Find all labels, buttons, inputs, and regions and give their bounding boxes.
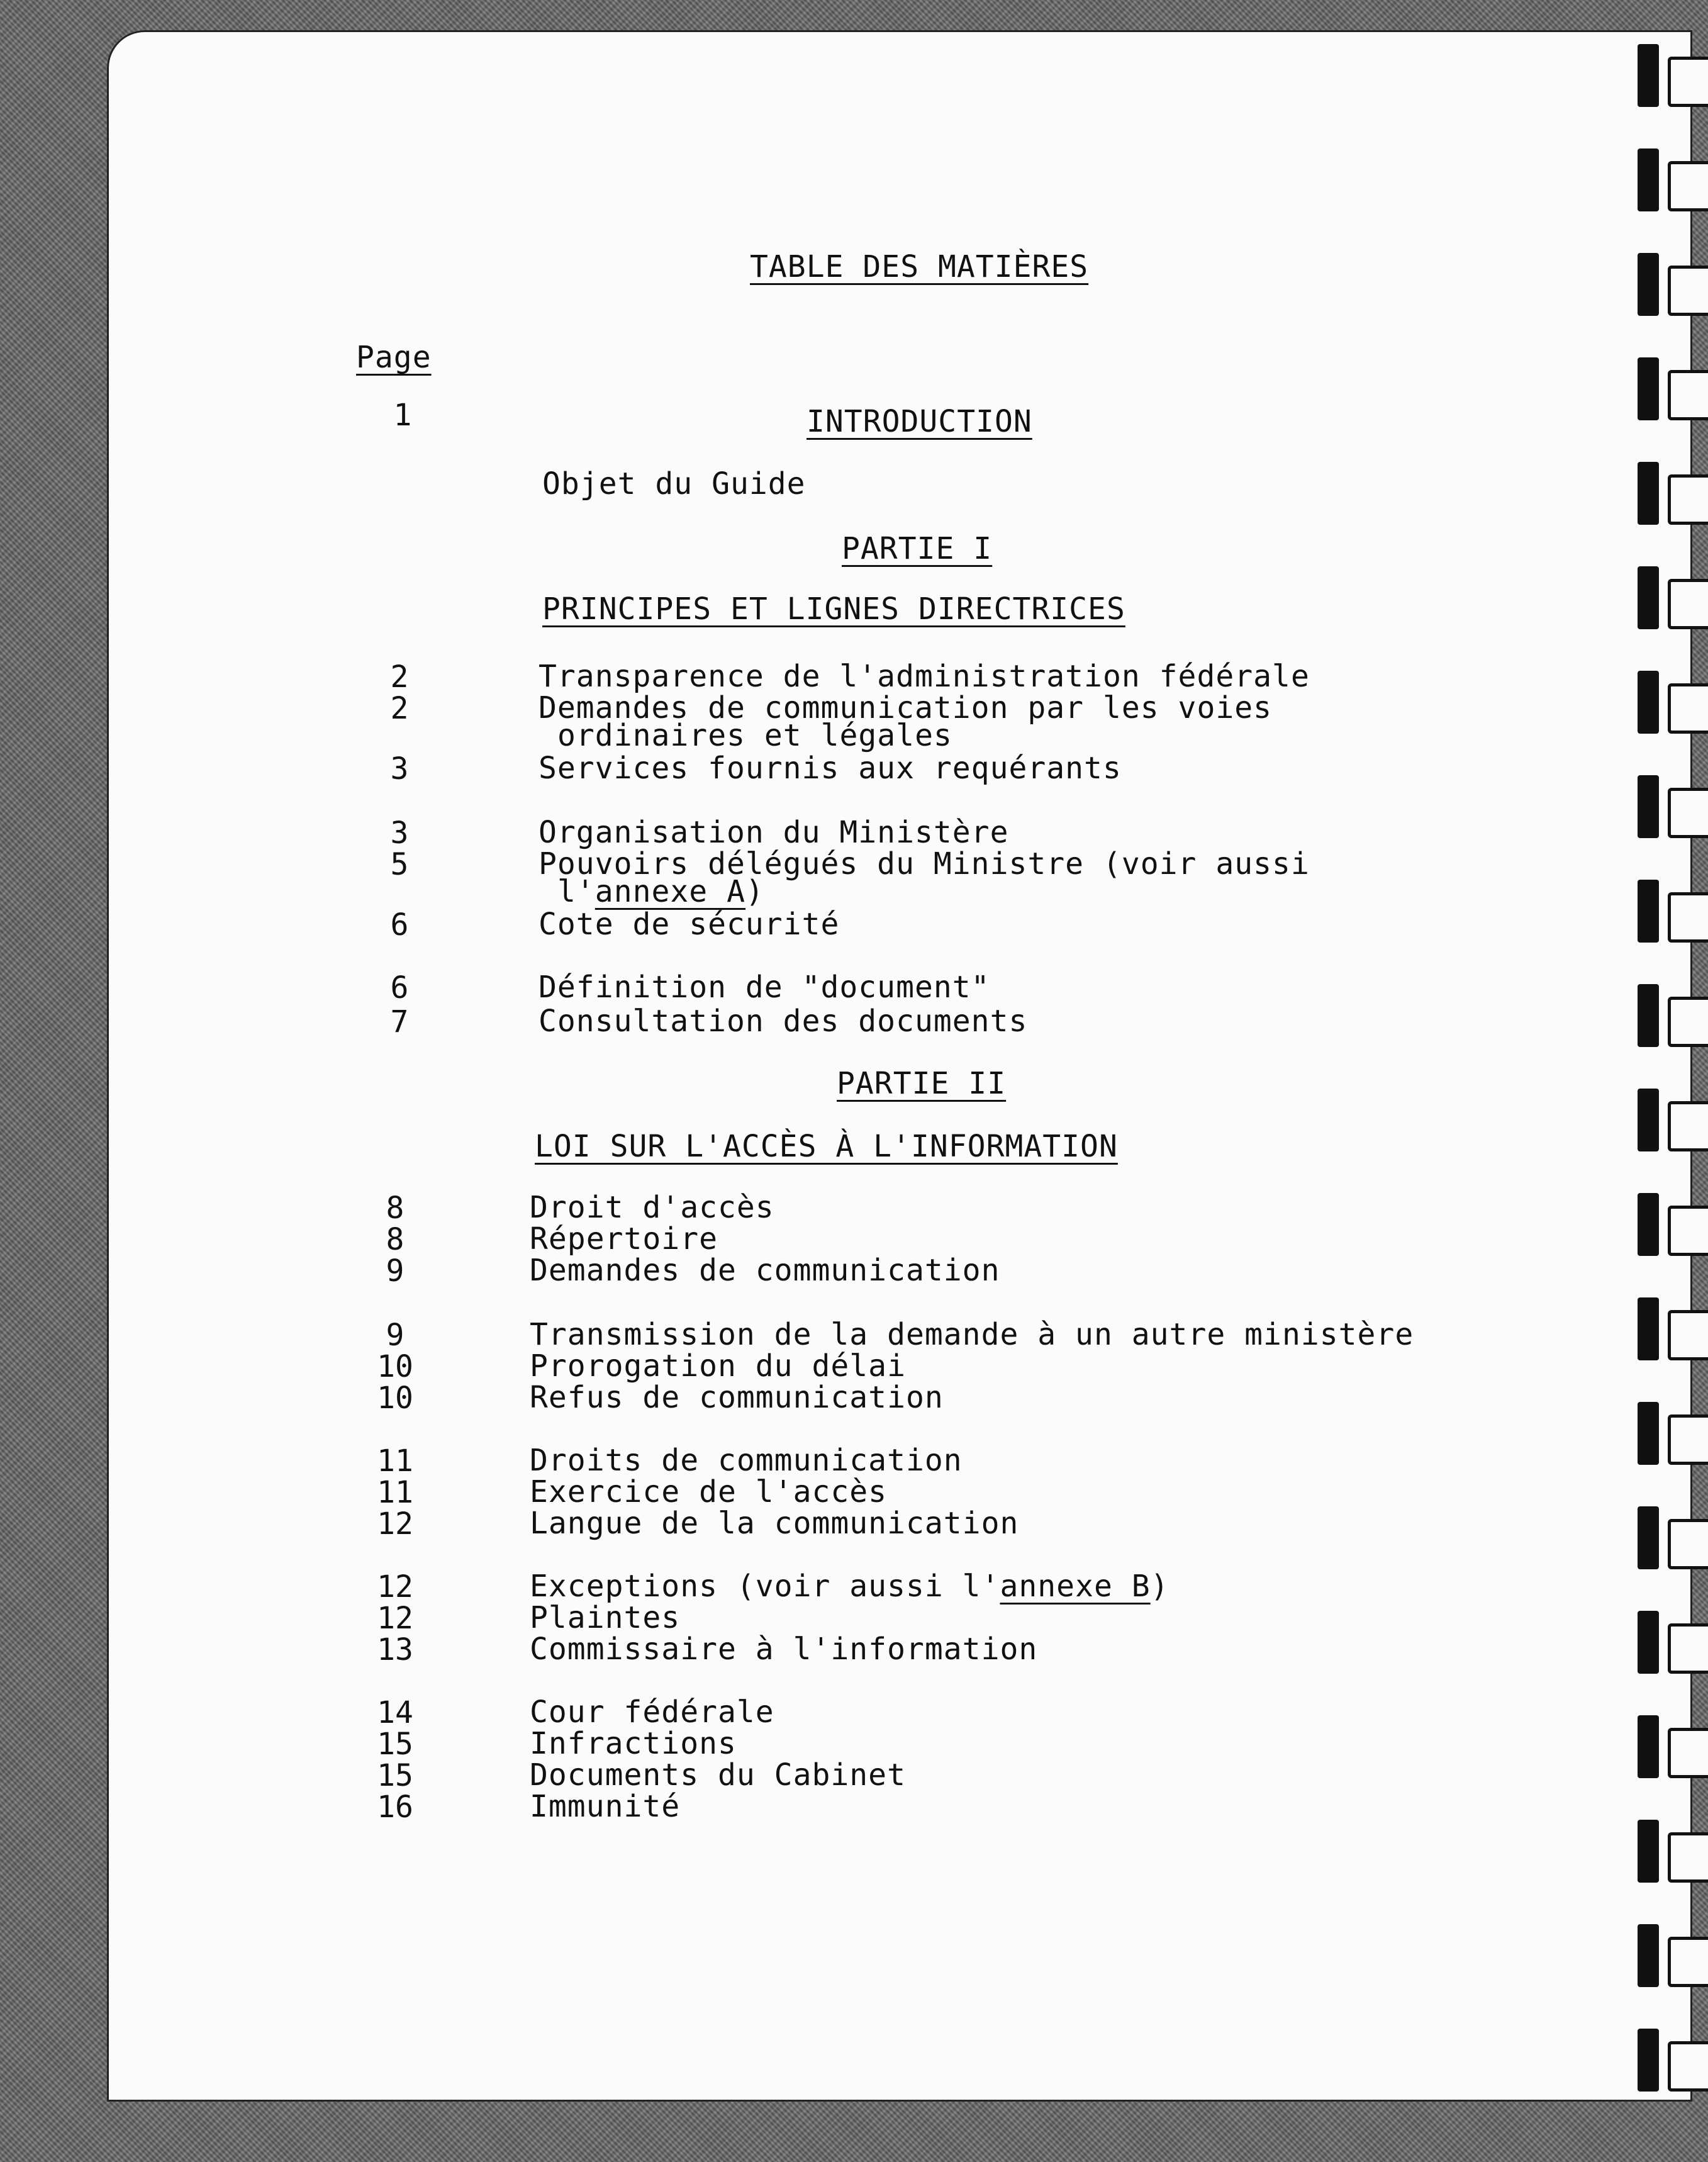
toc-entry-continuation-text: l' [557,874,595,909]
toc-page-number: 7 [390,1004,409,1039]
toc-entry [530,1728,737,1759]
toc-entry-text: Demandes de communication par les voies [539,690,1273,725]
intro-item: Objet du Guide [542,466,806,501]
toc-entry-text: Consultation des documents [539,1004,1028,1039]
toc-entry-text-end: ) [1150,1569,1169,1604]
toc-entry [530,1476,887,1508]
partie1-label: PARTIE I [842,531,993,566]
toc-entry-text: Exceptions (voir aussi l' [530,1569,1000,1604]
toc-entry [530,1223,718,1255]
toc-page-number: 9 [386,1318,405,1353]
toc-entry [530,1350,906,1382]
toc-entry-text: Organisation du Ministère [539,815,1009,850]
toc-page-number: 13 [377,1632,413,1667]
toc-entry-continuation-end: ) [745,874,764,909]
toc-entry-text: Répertoire [530,1221,718,1257]
toc-page-number: 12 [377,1601,413,1636]
toc-entry-text: Commissaire à l'information [530,1632,1038,1667]
toc-entry-text: Cour fédérale [530,1694,774,1730]
partie2-heading: LOI SUR L'ACCÈS À L'INFORMATION [535,1129,1118,1164]
toc-entry [539,909,839,940]
toc-page-number: 10 [377,1381,413,1416]
toc-entry-text: Refus de communication [530,1380,944,1415]
toc-entry [539,817,1008,848]
toc-entry [530,1192,774,1223]
toc-page-number: 16 [377,1790,413,1825]
toc-entry-text: Prorogation du délai [530,1348,906,1384]
toc-entry [530,1255,1000,1286]
toc-entry-text: Définition de "document" [539,970,990,1005]
intro-heading: INTRODUCTION [807,404,1032,439]
toc-page-number: 15 [377,1758,413,1793]
toc-entry-text: Transmission de la demande à un autre ministère [530,1317,1414,1352]
toc-entry-text: Langue de la communication [530,1506,1019,1541]
toc-page-number: 10 [377,1349,413,1384]
toc-page-number: 8 [386,1222,405,1257]
toc-page-number: 11 [377,1475,413,1510]
toc-page-number: 6 [390,907,409,943]
intro-page-number: 1 [393,398,412,433]
toc-entry [530,1759,906,1791]
toc-entry-text: Cote de sécurité [539,907,840,942]
partie2-label: PARTIE II [837,1066,1007,1101]
toc-page-number: 6 [390,970,409,1005]
toc-entry-text: Exercice de l'accès [530,1474,888,1509]
toc-entry [539,661,1310,692]
toc-page-number: 14 [377,1695,413,1730]
toc-entry [530,1382,944,1413]
toc-entry-text: Demandes de communication [530,1253,1000,1288]
toc-entry [539,848,1310,907]
annex-reference: annexe B [1000,1569,1151,1604]
toc-page-number: 12 [377,1506,413,1542]
toc-page-number: 5 [390,847,409,882]
toc-entry [530,1508,1019,1539]
toc-entry [530,1319,1414,1350]
toc-page-number: 9 [386,1253,405,1289]
toc-entry [530,1445,963,1476]
toc-page-number: 2 [390,691,409,726]
toc-entry-text: Services fournis aux requérants [539,751,1122,786]
toc-page-number: 3 [390,751,409,787]
page-column-label: Page [356,340,432,375]
toc-page-number: 3 [390,815,409,851]
toc-entry-text: Plaintes [530,1600,681,1635]
toc-entry-text: Pouvoirs délégués du Ministre (voir aussi [539,846,1310,882]
partie1-heading: PRINCIPES ET LIGNES DIRECTRICES [542,591,1125,627]
toc-entry-text: Infractions [530,1726,737,1761]
toc-entry [539,692,1272,751]
toc-entry [539,972,990,1003]
toc-page-number: 12 [377,1569,413,1605]
toc-page-number: 15 [377,1727,413,1762]
toc-entry-text: Immunité [530,1789,681,1824]
annex-reference: annexe A [594,874,745,909]
toc-entry [530,1791,680,1822]
toc-title: TABLE DES MATIÈRES [750,249,1089,284]
toc-entry [530,1696,774,1728]
toc-entry [530,1633,1037,1665]
toc-entry-continuation: ordinaires et légales [557,718,952,753]
toc-entry [530,1602,680,1633]
toc-entry [539,753,1122,784]
toc-page-number: 8 [386,1190,405,1226]
toc-entry [530,1571,1169,1602]
toc-entry [539,1005,1027,1037]
toc-page-number: 2 [390,659,409,695]
toc-entry-text: Documents du Cabinet [530,1757,906,1793]
toc-entry-text: Droits de communication [530,1443,963,1478]
toc-entry-text: Transparence de l'administration fédérale [539,659,1310,694]
toc-entry-text: Droit d'accès [530,1190,774,1225]
toc-page-number: 11 [377,1443,413,1479]
